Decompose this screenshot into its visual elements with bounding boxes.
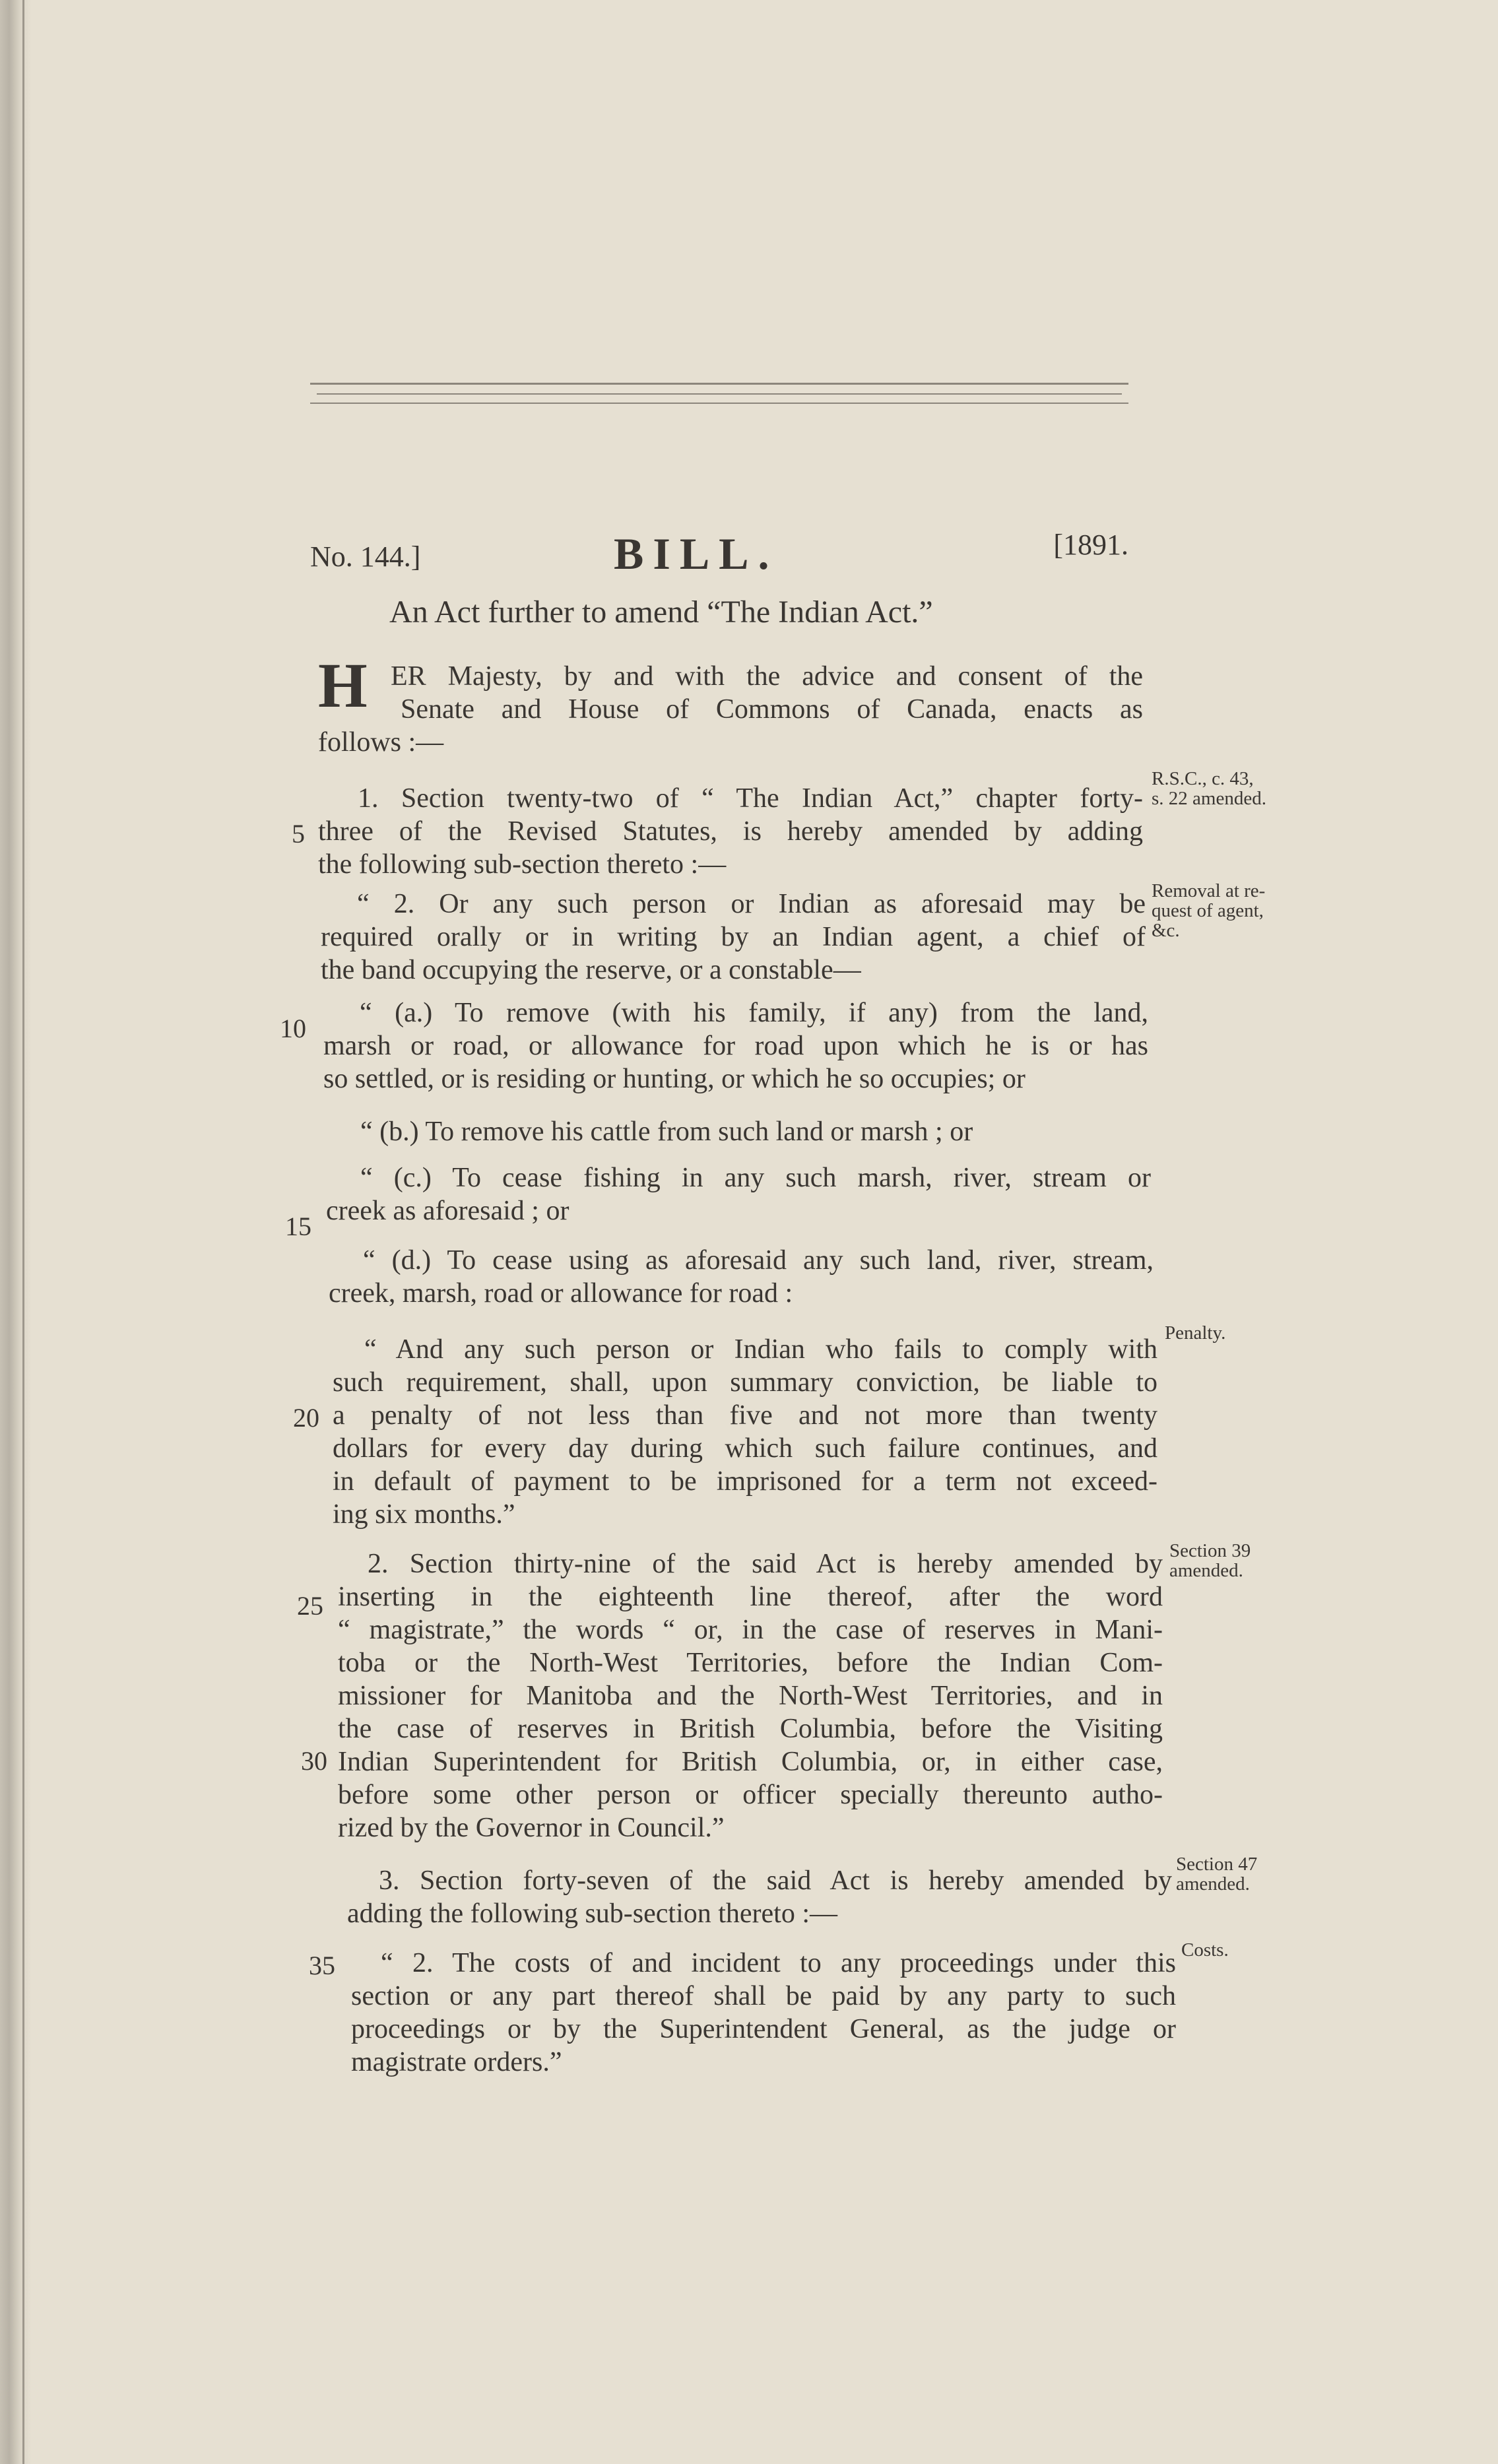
margin-note-line: quest of agent,	[1152, 900, 1264, 921]
section-line: creek as aforesaid ; or	[326, 1196, 570, 1226]
line-number: 10	[280, 1014, 306, 1043]
costs-paragraph	[351, 1947, 1176, 2079]
bill-number: No. 144.]	[310, 540, 421, 573]
margin-note-line: Penalty.	[1165, 1322, 1226, 1344]
section-line: adding the following sub-section thereto :—	[347, 1898, 838, 1929]
line-number: 20	[293, 1403, 319, 1433]
margin-note-section-47	[1176, 1854, 1257, 1894]
line-number: 35	[309, 1951, 335, 1980]
margin-note-line: s. 22 amended.	[1152, 788, 1266, 809]
section-line: before some other person or officer specially thereunto autho-	[338, 1780, 1163, 1810]
clause-b	[326, 1115, 1151, 1148]
margin-note-line: Section 39	[1169, 1540, 1251, 1561]
clause-c	[326, 1161, 1151, 1227]
preamble-line: Senate and House of Commons of Canada, enacts as	[401, 694, 1143, 725]
section-line: three of the Revised Statutes, is hereby amended by adding	[318, 816, 1143, 847]
clause-a	[323, 996, 1148, 1095]
section-line: in default of payment to be imprisoned for a term not exceed-	[333, 1466, 1157, 1497]
margin-note-costs	[1181, 1940, 1229, 1960]
top-rule-tertiary	[310, 403, 1128, 404]
margin-note-rsc	[1152, 769, 1266, 808]
section-line: Indian Superintendent for British Columbia, or, in either case,	[338, 1747, 1163, 1777]
margin-note-line: Costs.	[1181, 1939, 1229, 1961]
section-line: “ (d.) To cease using as aforesaid any such land, river, stream,	[363, 1245, 1154, 1276]
section-line: “ 2. The costs of and incident to any proceedings under this	[381, 1948, 1176, 1978]
line-number: 5	[292, 819, 305, 849]
section-line: the following sub-section thereto :—	[318, 849, 727, 880]
line-number: 25	[297, 1591, 323, 1621]
section-2	[338, 1547, 1163, 1844]
section-line: 2. Section thirty-nine of the said Act is hereby amended by	[368, 1549, 1163, 1579]
preamble-line: ER Majesty, by and with the advice and consent of the	[391, 661, 1143, 692]
section-line: toba or the North-West Territories, before the Indian Com-	[338, 1648, 1163, 1678]
dropcap: H	[318, 650, 368, 721]
section-line: required orally or in writing by an Indian agent, a chief of	[321, 922, 1146, 952]
act-title: An Act further to amend “The Indian Act.”	[389, 595, 933, 630]
section-3	[347, 1864, 1172, 1930]
section-line: missioner for Manitoba and the North-West Territories, and in	[338, 1681, 1163, 1711]
bill-header	[310, 528, 1135, 581]
line-number: 30	[301, 1746, 327, 1776]
section-line: marsh or road, or allowance for road upon which he is or has	[323, 1031, 1148, 1061]
margin-note-removal	[1152, 881, 1265, 940]
section-line: “ magistrate,” the words “ or, in the case of reserves in Mani-	[338, 1615, 1163, 1645]
bill-title: BILL.	[614, 529, 779, 579]
page-edge	[0, 0, 32, 2464]
margin-note-penalty	[1165, 1323, 1225, 1343]
margin-note-line: amended.	[1169, 1560, 1243, 1581]
section-line: proceedings or by the Superintendent General, as the judge or	[351, 2014, 1176, 2044]
section-line: “ (a.) To remove (with his family, if any) from the land,	[360, 998, 1148, 1028]
section-line: ing six months.”	[333, 1499, 515, 1530]
section-line: “ And any such person or Indian who fails to comply with	[364, 1334, 1157, 1365]
section-1	[318, 782, 1143, 881]
preamble-line: follows :—	[318, 727, 444, 758]
margin-note-line: &c.	[1152, 920, 1180, 941]
section-line: “ (b.) To remove his cattle from such land or marsh ; or	[360, 1117, 973, 1147]
clause-d	[329, 1244, 1154, 1310]
bill-year: [1891.	[1053, 529, 1128, 561]
section-line: rized by the Governor in Council.”	[338, 1813, 725, 1843]
section-line: magistrate orders.”	[351, 2047, 562, 2077]
section-line: 1. Section twenty-two of “ The Indian Act,” chapter forty-	[358, 783, 1143, 814]
top-rule-secondary	[317, 393, 1122, 395]
section-line: a penalty of not less than five and not more than twenty	[333, 1400, 1157, 1431]
penalty-paragraph	[333, 1333, 1157, 1531]
binding-line	[22, 0, 24, 2464]
margin-note-line: R.S.C., c. 43,	[1152, 768, 1254, 789]
top-rule	[310, 383, 1128, 385]
preamble	[318, 650, 1143, 759]
section-line: so settled, or is residing or hunting, or which he so occupies; or	[323, 1064, 1026, 1094]
section-line: section or any part thereof shall be paid by any party to such	[351, 1981, 1176, 2011]
margin-note-line: Removal at re-	[1152, 880, 1266, 901]
section-line: inserting in the eighteenth line thereof, after the word	[338, 1582, 1163, 1612]
section-line: creek, marsh, road or allowance for road :	[329, 1278, 793, 1309]
section-line: such requirement, shall, upon summary conviction, be liable to	[333, 1367, 1157, 1398]
section-line: “ 2. Or any such person or Indian as aforesaid may be	[357, 889, 1146, 919]
section-line: dollars for every day during which such failure continues, and	[333, 1433, 1157, 1464]
margin-note-line: Section 47	[1176, 1854, 1258, 1875]
section-line: “ (c.) To cease fishing in any such marsh, river, stream or	[360, 1163, 1151, 1193]
margin-note-section-39	[1169, 1541, 1251, 1580]
margin-note-line: amended.	[1176, 1873, 1250, 1895]
line-number: 15	[285, 1212, 311, 1241]
section-line: the band occupying the reserve, or a constable—	[321, 955, 861, 985]
section-line: the case of reserves in British Columbia, before the Visiting	[338, 1714, 1163, 1744]
subsection-2	[321, 888, 1146, 987]
section-line: 3. Section forty-seven of the said Act is hereby amended by	[379, 1865, 1172, 1896]
